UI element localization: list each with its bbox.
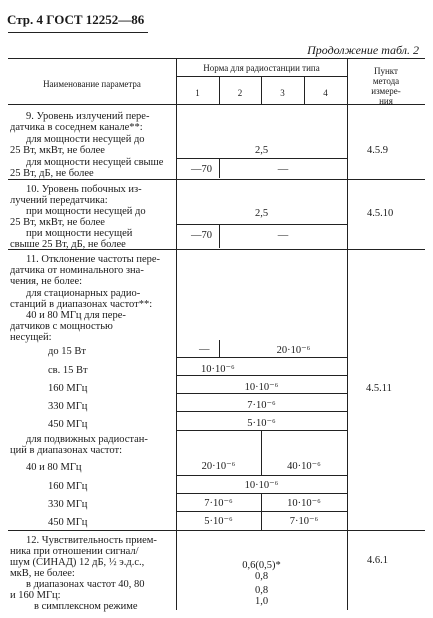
p12-val-s1: 0,6(0,5)*	[242, 560, 281, 571]
p11-m1-label: 40 и 80 МГц	[26, 462, 82, 473]
p9-value-b1: —70	[191, 164, 212, 175]
p11-stationary-1: для стационарных радио-	[26, 288, 141, 299]
p10-b-2: свыше 25 Вт, дБ, не более	[10, 239, 126, 250]
p11-m2-label: 160 МГц	[48, 481, 88, 492]
p11-r1-label: до 15 Вт	[48, 346, 86, 357]
p12-val-d1: 0,8	[254, 571, 269, 582]
p11-r4-rule	[176, 411, 347, 412]
p11-r5-v: 5·10⁻⁶	[247, 418, 276, 429]
p11-r1-rule	[176, 357, 347, 358]
page-header: Стр. 4 ГОСТ 12252—86	[7, 12, 145, 27]
p11-stationary-5: несущей:	[10, 332, 52, 343]
p11-mobile-1: для подвижных радиостан-	[26, 434, 148, 445]
p11-r4-label: 330 МГц	[48, 401, 88, 412]
p9-rule	[176, 158, 347, 159]
p11-r3-label: 160 МГц	[48, 383, 88, 394]
p11-m4-label: 450 МГц	[48, 517, 88, 528]
p11-m1-v1: 20·10⁻⁶	[201, 461, 236, 472]
p11-m2-v: 10·10⁻⁶	[244, 480, 279, 491]
col-header-type-1: 1	[195, 88, 200, 98]
p11-m4-v1: 5·10⁻⁶	[204, 516, 233, 527]
p11-m1-rule	[176, 475, 347, 476]
col-header-group: Норма для радиостанции типа	[203, 63, 320, 73]
p11-stationary-3: 40 и 80 МГц для пере-	[26, 310, 126, 321]
p11-m3-v1: 7·10⁻⁶	[204, 498, 233, 509]
p11-r1-v2: 20·10⁻⁶	[276, 345, 311, 356]
col-header-type-4: 4	[323, 88, 328, 98]
p10-title-1: 10. Уровень побочных из-	[26, 184, 142, 195]
p10-value-b1: —70	[191, 230, 212, 241]
p11-title-2: датчика от номинального зна-	[10, 265, 144, 276]
p12-val-d2: 1,0	[254, 596, 269, 607]
p11-m1-v2: 40·10⁻⁶	[287, 461, 321, 472]
col-divider-method	[347, 58, 348, 610]
p9-a-1: для мощности несущей до	[26, 134, 145, 145]
p11-r1-split	[219, 340, 220, 357]
p11-title-3: чения, не более:	[10, 276, 83, 287]
p12-val-s2: 0,8	[254, 585, 269, 596]
p10-a-1: при мощности несущей до	[26, 206, 146, 217]
p9-b-1: для мощности несущей свыше	[26, 157, 164, 168]
p11-stationary-4: датчиков с мощностью	[10, 321, 113, 332]
p12-band1-2: и 160 МГц:	[10, 590, 61, 601]
p12-title-4: мкВ, не более:	[10, 568, 75, 579]
p9-value-a: 2,5	[254, 145, 269, 156]
p11-m3-label: 330 МГц	[48, 499, 88, 510]
col-header-param: Наименование параметра	[43, 79, 141, 89]
p12-title-2: ника при отношении сигнал/	[10, 546, 139, 557]
p11-title-1: 11. Отклонение частоты пере-	[26, 254, 161, 265]
p10-bottom-rule	[8, 249, 425, 250]
p11-r3-v: 10·10⁻⁶	[244, 382, 279, 393]
col-header-method: Пункт метода измере- ния	[371, 66, 401, 106]
p10-value-b2: —	[277, 230, 289, 241]
p11-bottom-rule	[8, 530, 425, 531]
p11-m3-rule	[176, 511, 347, 512]
p9-title-1: 9. Уровень излучений пере-	[26, 111, 150, 122]
p11-r2-rule	[176, 375, 347, 376]
header-rule	[8, 32, 148, 33]
p9-a-2: 25 Вт, мкВт, не более	[10, 145, 105, 156]
p11-method: 4.5.11	[366, 383, 392, 394]
table-top-border	[8, 58, 425, 59]
p9-bottom-rule	[8, 179, 425, 180]
p10-a-2: 25 Вт, мкВт, не более	[10, 217, 105, 228]
p11-r1-v1: —	[199, 344, 210, 355]
p12-title-3: шум (СИНАД) 12 дБ, ½ э.д.с.,	[10, 557, 145, 568]
p10-method: 4.5.10	[367, 208, 394, 219]
p9-b-2: 25 Вт, дБ, не более	[10, 168, 94, 179]
p11-r5-label: 450 МГц	[48, 419, 88, 430]
col-header-type-2: 2	[237, 88, 243, 98]
continuation-label: Продолжение табл. 2	[307, 43, 419, 57]
col-header-type-3: 3	[280, 88, 285, 98]
p11-m3-v2: 10·10⁻⁶	[287, 498, 321, 509]
p12-title-1: 12. Чувствительность прием-	[26, 535, 157, 546]
p11-stationary-2: станций в диапазонах частот**:	[10, 299, 153, 310]
p11-mobile-2: ций в диапазонах частот:	[10, 445, 122, 456]
p11-r4-v: 7·10⁻⁶	[247, 400, 276, 411]
p12-simplex1: в симплексном режиме	[34, 601, 138, 612]
p11-m4-v2: 7·10⁻⁶	[289, 516, 319, 527]
p10-title-2: лучений передатчика:	[10, 195, 108, 206]
p12-method: 4.6.1	[367, 555, 388, 566]
p9-title-2: датчика в соседнем канале**:	[10, 122, 143, 133]
p10-value-a: 2,5	[254, 208, 269, 219]
p10-b-1: при мощности несущей	[26, 228, 133, 239]
p12-band1-1: в диапазонах частот 40, 80	[26, 579, 145, 590]
p10-rule	[176, 224, 347, 225]
p11-r3-rule	[176, 393, 347, 394]
p11-r2-label: св. 15 Вт	[48, 365, 88, 376]
p9-method: 4.5.9	[367, 145, 388, 156]
col-divider-param	[176, 58, 177, 610]
p11-r2-v: 10·10⁻⁶	[201, 364, 235, 375]
p9-value-b2: —	[277, 164, 289, 175]
